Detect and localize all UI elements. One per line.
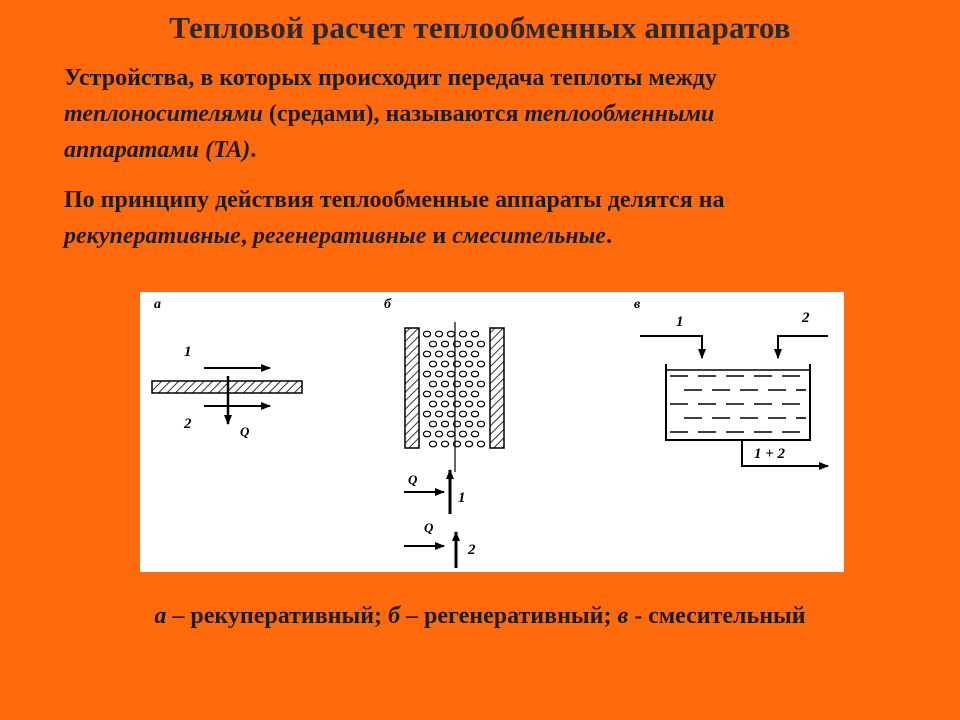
packing-pellet (429, 361, 436, 367)
packing-pellet (435, 411, 442, 417)
packing-pellet (429, 441, 436, 447)
packing-pellet (447, 411, 454, 417)
separator-1: , (240, 223, 253, 249)
packing-pellet (471, 431, 478, 437)
type-recuperative: рекуперативные (64, 223, 241, 249)
packing-pellet (447, 371, 454, 377)
slide-title: Тепловой расчет теплообменных аппаратов (169, 10, 791, 45)
packing-pellet (441, 441, 448, 447)
panel-b-flow-1-label: 1 (458, 490, 466, 506)
packing-pellet (477, 361, 484, 367)
packing-pellet (441, 341, 448, 347)
caption-b-text: – регенеративный; (400, 603, 618, 629)
definition-end: . (250, 137, 257, 163)
packing-pellet (471, 391, 478, 397)
panel-b-heat-2-label: Q (424, 520, 434, 535)
panel-a-heat-label: Q (240, 424, 250, 439)
packing-pellet (447, 351, 454, 357)
panel-c-flow-2-arrow (778, 336, 828, 358)
caption-c-text: - смесительный (628, 603, 806, 629)
packing-pellet (435, 351, 442, 357)
packing-pellet (441, 381, 448, 387)
packing-pellet (447, 431, 454, 437)
packing-pellet (429, 381, 436, 387)
definition-line-1: Устройства, в которых происходит передача теплоты между (64, 65, 717, 91)
panel-b-packing (423, 331, 484, 447)
panel-b-flow-2-label: 2 (468, 542, 476, 558)
packing-pellet (423, 351, 430, 357)
caption-a-letter: а (154, 603, 167, 629)
packing-pellet (471, 371, 478, 377)
packing-pellet (465, 361, 472, 367)
packing-pellet (471, 351, 478, 357)
packing-pellet (471, 411, 478, 417)
packing-pellet (471, 331, 478, 337)
term-heat-carriers: теплоносителями (64, 101, 263, 127)
packing-pellet (477, 421, 484, 427)
panel-b-letter: б (384, 297, 391, 312)
packing-pellet (447, 331, 454, 337)
heat-exchanger-diagram (140, 292, 844, 572)
packing-pellet (435, 371, 442, 377)
packing-pellet (435, 331, 442, 337)
caption-c-letter: в (617, 603, 629, 629)
separator-2: и (426, 223, 453, 249)
packing-pellet (423, 331, 430, 337)
packing-pellet (477, 441, 484, 447)
packing-pellet (465, 341, 472, 347)
packing-pellet (441, 361, 448, 367)
definition-paragraph (64, 60, 944, 168)
packing-pellet (459, 411, 466, 417)
packing-pellet (435, 391, 442, 397)
packing-pellet (477, 401, 484, 407)
panel-b-right-wall (490, 328, 504, 448)
panel-c-flow-1-label: 1 (676, 314, 684, 330)
packing-pellet (423, 371, 430, 377)
panel-c-mixing (634, 297, 828, 466)
panel-a-flow-1-label: 1 (184, 344, 192, 360)
packing-pellet (459, 391, 466, 397)
packing-pellet (429, 421, 436, 427)
packing-pellet (441, 401, 448, 407)
panel-b-regenerative (384, 297, 504, 568)
packing-pellet (423, 391, 430, 397)
packing-pellet (423, 431, 430, 437)
packing-pellet (447, 391, 454, 397)
packing-pellet (465, 381, 472, 387)
panel-c-letter: в (634, 297, 641, 312)
panel-a-flow-2-label: 2 (184, 416, 192, 432)
packing-pellet (465, 401, 472, 407)
panel-b-heat-1-label: Q (408, 472, 418, 487)
packing-pellet (441, 421, 448, 427)
packing-pellet (435, 431, 442, 437)
term-heat-exchange: теплообменными (524, 101, 715, 127)
packing-pellet (477, 381, 484, 387)
packing-pellet (459, 351, 466, 357)
term-apparatus: аппаратами (ТА) (64, 137, 251, 163)
type-regenerative: регенеративные (252, 223, 427, 249)
classification-end: . (605, 223, 612, 249)
classification-paragraph (64, 182, 944, 254)
packing-pellet (429, 401, 436, 407)
figure-caption (0, 603, 960, 630)
classification-line-1: По принципу действия теплообменные аппараты делятся на (64, 187, 725, 213)
packing-pellet (423, 411, 430, 417)
packing-pellet (465, 421, 472, 427)
packing-pellet (477, 341, 484, 347)
panel-c-flow-1-arrow (640, 336, 702, 358)
packing-pellet (459, 331, 466, 337)
packing-pellet (459, 371, 466, 377)
caption-b-letter: б (388, 603, 401, 629)
type-mixing: смесительные (452, 223, 606, 249)
panel-c-mix-label: 1 + 2 (754, 446, 786, 462)
caption-a-text: – рекуперативный; (166, 603, 389, 629)
packing-pellet (465, 441, 472, 447)
panel-c-liquid (666, 370, 810, 432)
panel-a-recuperative (152, 297, 302, 439)
panel-c-flow-2-label: 2 (802, 310, 810, 326)
packing-pellet (429, 341, 436, 347)
panel-b-left-wall (405, 328, 419, 448)
packing-pellet (459, 431, 466, 437)
definition-middle: (средами), называются (262, 101, 525, 127)
panel-a-letter: а (154, 297, 161, 312)
